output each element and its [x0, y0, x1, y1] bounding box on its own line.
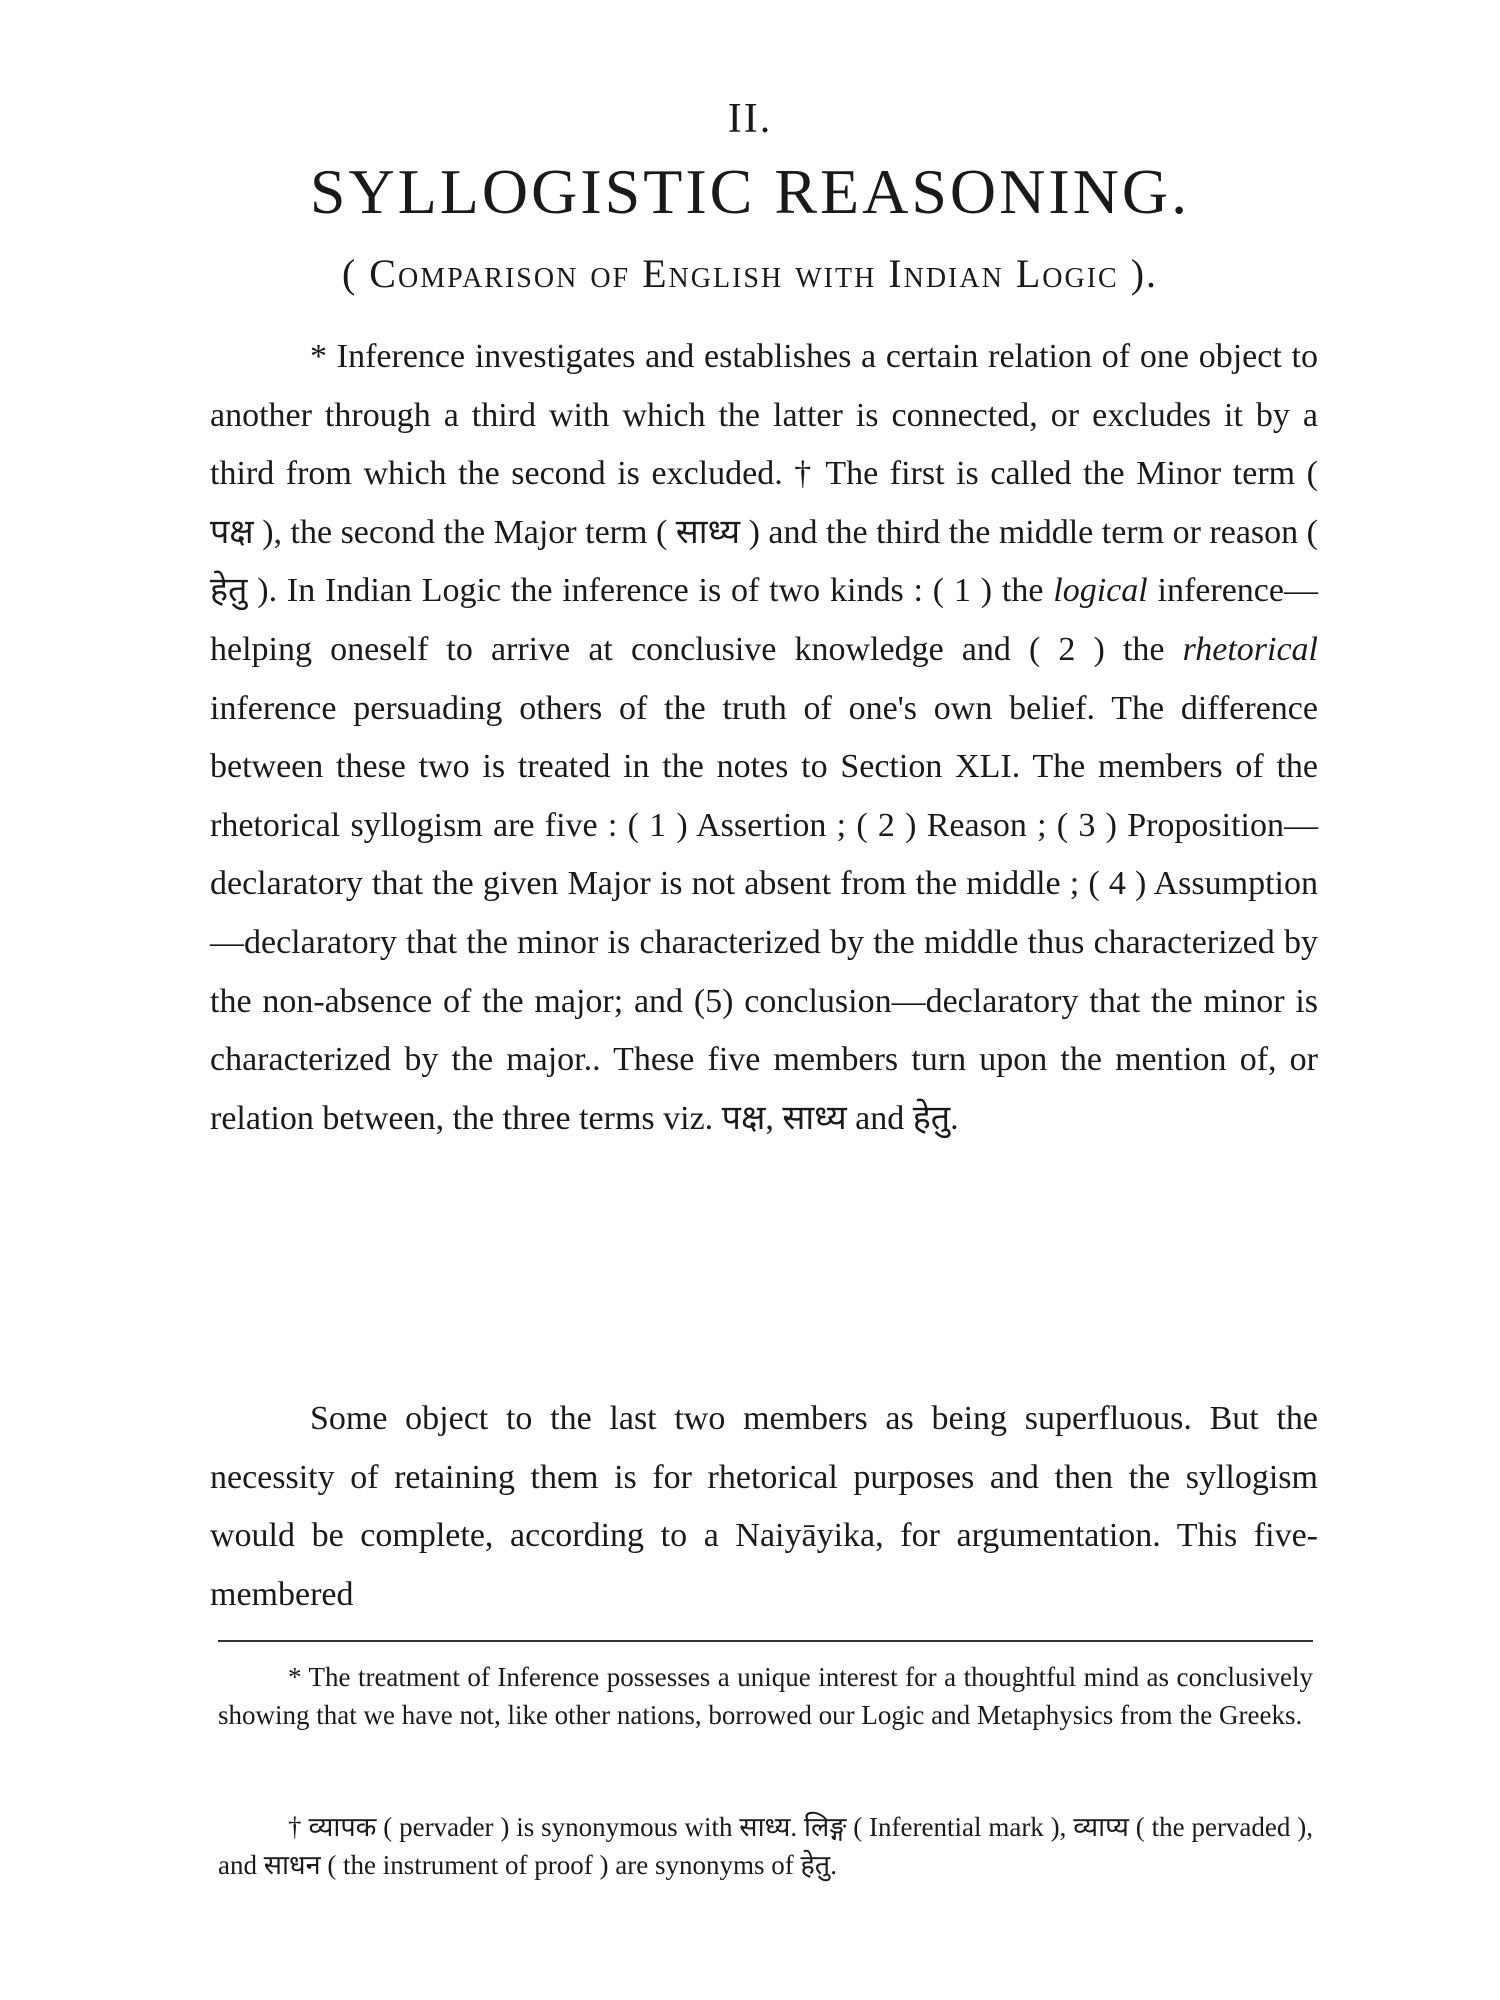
paragraph-1	[210, 328, 1318, 1148]
paragraph-1-text-e: inference persuading others of the truth of one's own belief. The difference between these two is treated in the notes to Section XLI. The members of the rhetorical syllogism are five : ( 1 ) Assertion ; ( 2 ) Reason ; ( 3 ) Proposition—declaratory that the given Major is not absent from the middle ; ( 4 ) Assumption—declaratory that the minor is characterized by the middle thus characterized by the non-absence of the major; and (5) conclusion—declaratory that the minor is characterized by the major.. These five members turn upon the mention of, or relation between, the three terms viz. पक्ष, साध्य and हेतु.	[210, 689, 1318, 1137]
footnote-1: * The treatment of Inference possesses a unique interest for a thoughtful mind as conclusively showing that we have not, like other nations, borrowed our Logic and Metaphysics from the Greeks.	[218, 1662, 1313, 1730]
paragraph-2: Some object to the last two members as being superfluous. But the necessity of retaining them is for rhetorical purposes and then the syllogism would be complete, according to a Naiyāyika, for argumentation. This five-membered	[210, 1400, 1318, 1613]
rhetorical-term: rhetorical	[1182, 630, 1318, 668]
section-number: II.	[727, 96, 773, 142]
logical-term: logical	[1053, 572, 1148, 610]
paragraph-1-text-a: * Inference investigates and establishes a certain relation of one object to another through a third with which the latter is connected, or excludes it by a third from which the second is excluded. † The first is called the Minor term ( पक्ष ), the second the Major term ( साध्य ) and the third the middle term or reason ( हेतु ). In Indian Logic the inference is of two kinds : ( 1 ) the	[210, 338, 1318, 610]
paragraph-1-text-c: inference—helping oneself to arrive at conclusive knowledge and ( 2 ) the	[210, 572, 1318, 668]
footnote-divider	[218, 1640, 1313, 1642]
chapter-subtitle: ( Comparison of English with Indian Logic ).	[341, 251, 1159, 296]
chapter-title: SYLLOGISTIC REASONING.	[309, 156, 1191, 227]
footnote-2: † व्यापक ( pervader ) is synonymous with साध्य. लिङ्ग ( Inferential mark ), व्याप्य ( the pervaded ), and साधन ( the instrument of proof ) are synonyms of हेतु.	[218, 1812, 1313, 1880]
